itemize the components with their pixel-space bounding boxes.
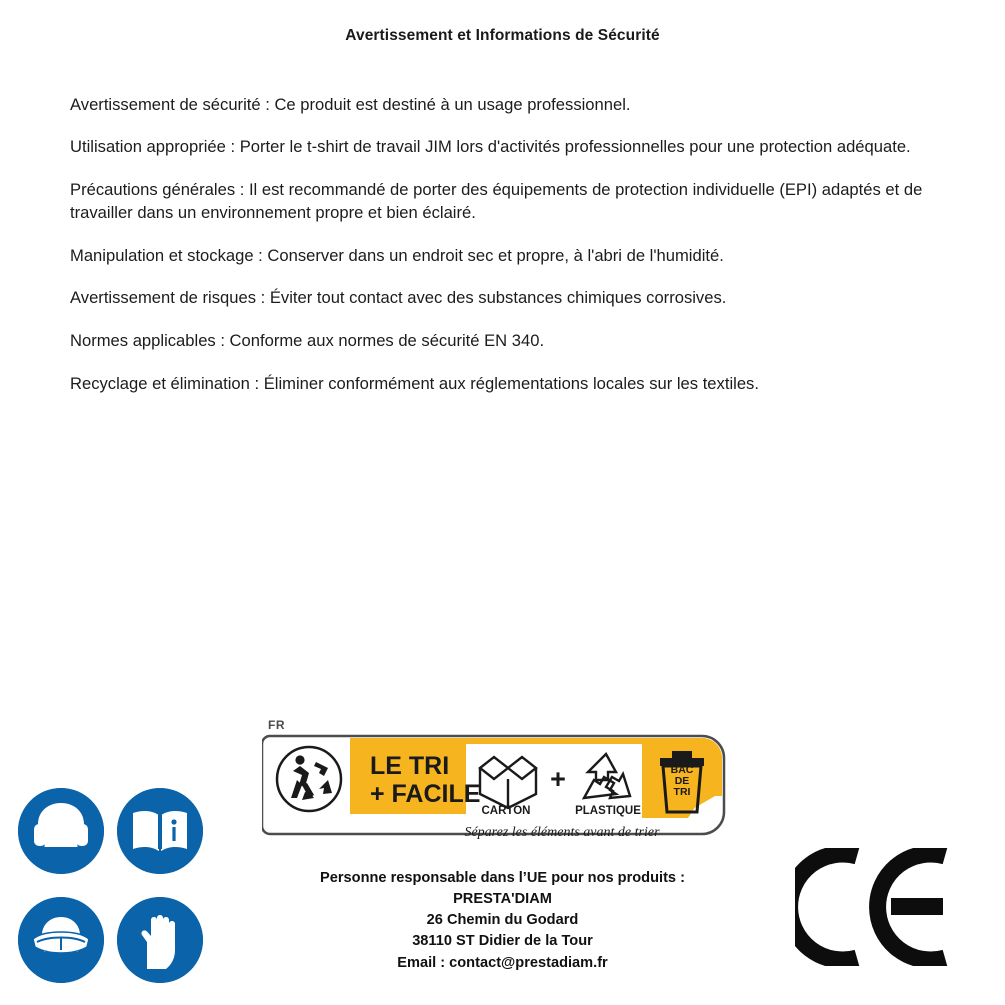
bin-label-line2: DE [674,775,690,787]
tri-headline-line2: + FACILE [370,780,481,808]
company-city: 38110 ST Didier de la Tour [412,933,593,950]
tri-headline-line1: LE TRI [370,752,450,780]
responsible-person-heading-bold: UE [526,870,548,886]
recycling-sorting-label [262,718,732,853]
company-email: Email : contact@prestadiam.fr [397,954,608,971]
company-name: PRESTA'DIAM [453,891,552,908]
paragraph: Normes applicables : Conforme aux normes de sécurité EN 340. [70,330,545,350]
paragraph: Avertissement de sécurité : Ce produit est destiné à un usage professionnel. [70,94,631,114]
company-street: 26 Chemin du Godard [426,912,579,929]
bin-label-line3: TRI [673,786,691,798]
page-title: Avertissement et Informations de Sécurité [345,27,660,44]
tri-footer-text: Séparez les éléments avant de trier [464,825,660,840]
country-code-label: FR [268,718,285,732]
paragraph: Utilisation appropriée : Porter le t-shirt de travail JIM lors d'activités professionnelles pour une protection adéquate. [70,137,911,157]
plastique-label: PLASTIQUE [575,805,641,817]
responsible-person-heading-suffix: pour nos produits : [547,870,685,886]
carton-label: CARTON [481,805,531,817]
responsible-person-heading-prefix: Personne responsable dans l’ [320,870,527,886]
paragraph: Précautions générales : Il est recommandé de porter des équipements de protection individuelle (EPI) adaptés et de travailler dans un environnement propre et bien éclairé. [70,179,923,223]
paragraph: Avertissement de risques : Éviter tout contact avec des substances chimiques corrosives. [70,288,727,308]
read-instructions-icon [117,788,203,874]
paragraph: Recyclage et élimination : Éliminer conformément aux réglementations locales sur les textiles. [70,373,759,393]
safety-text-block [70,76,935,414]
bin-label-line1: BAC [670,764,694,776]
ear-protection-icon [18,788,104,874]
ce-mark-icon [795,848,955,966]
plus-sign: + [550,764,566,794]
paragraph: Manipulation et stockage : Conserver dans un endroit sec et propre, à l'abri de l'humidité. [70,245,724,265]
